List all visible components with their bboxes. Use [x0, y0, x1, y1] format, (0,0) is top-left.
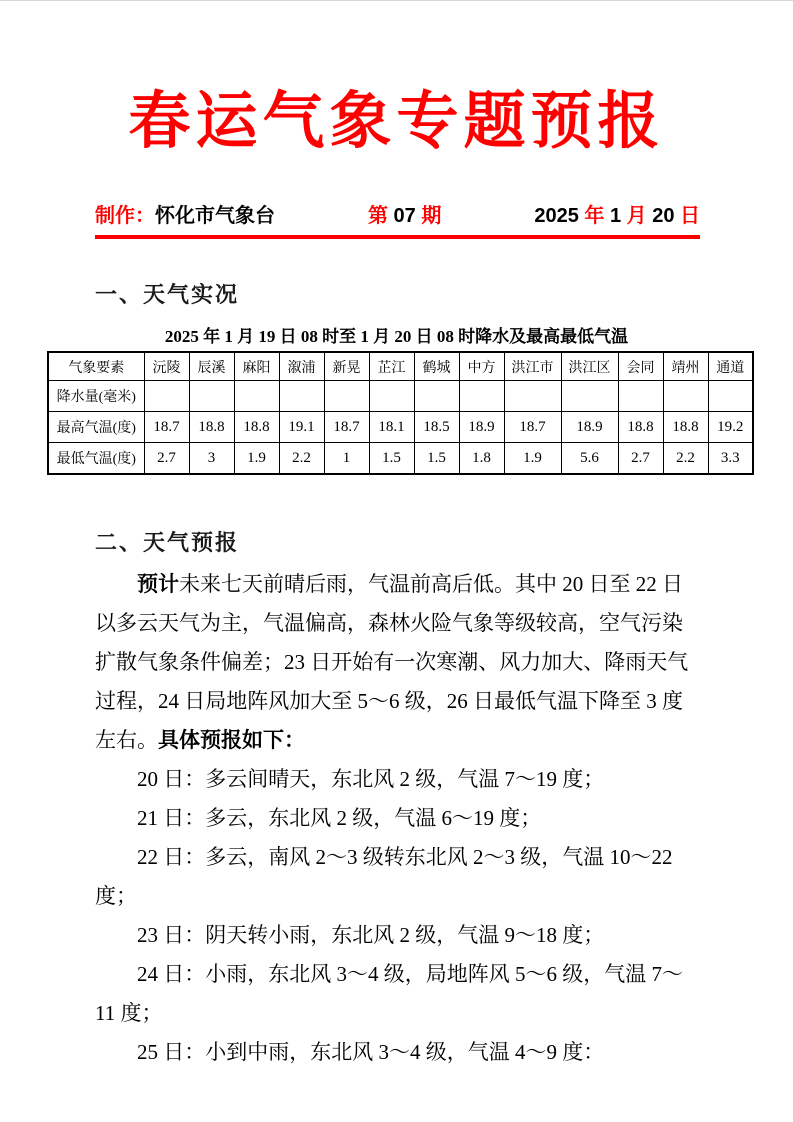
- table-cell: 3: [189, 443, 234, 475]
- table-header-cell: 气象要素: [48, 352, 144, 381]
- table-cell: [144, 381, 189, 412]
- table-cell: [459, 381, 504, 412]
- table-cell: 1.5: [414, 443, 459, 475]
- masthead-date: [534, 203, 700, 230]
- table-cell: 18.8: [189, 412, 234, 443]
- text-segment: 07: [387, 205, 422, 227]
- table-header-cell: 洪江区: [561, 352, 618, 381]
- forecast-line: [95, 721, 700, 760]
- table-cell: 18.8: [234, 412, 279, 443]
- text-segment: 左右。: [95, 728, 158, 752]
- text-segment: 扩散气象条件偏差；23 日开始有一次寒潮、风力加大、降雨天气: [95, 650, 689, 674]
- row-label-cell: 最高气温(度): [48, 412, 144, 443]
- text-segment: 20 日：多云间晴天，东北风 2 级，气温 7～19 度；: [137, 767, 605, 791]
- table-cell: 2.2: [279, 443, 324, 475]
- text-segment: 具体预报如下：: [158, 729, 305, 752]
- forecast-line: [95, 955, 700, 994]
- table-header-cell: 麻阳: [234, 352, 279, 381]
- table-cell: 18.5: [414, 412, 459, 443]
- table-cell: 18.7: [144, 412, 189, 443]
- table-cell: 18.8: [663, 412, 708, 443]
- text-segment: 未来七天前晴后雨，气温前高后低。其中 20 日至 22 日: [179, 572, 683, 596]
- table-cell: 1: [324, 443, 369, 475]
- text-segment: 过程，24 日局地阵风加大至 5～6 级，26 日最低气温下降至 3 度: [95, 689, 683, 713]
- forecast-line: [95, 877, 700, 916]
- doc-title: 春运气象专题预报: [128, 88, 665, 156]
- red-divider: [95, 235, 700, 239]
- text-segment: 月: [626, 205, 647, 227]
- forecast-line: [95, 1033, 700, 1072]
- table-cell: 1.9: [234, 443, 279, 475]
- text-segment: 以多云天气为主，气温偏高，森林火险气象等级较高，空气污染: [95, 611, 683, 635]
- table-cell: 19.1: [279, 412, 324, 443]
- table-cell: 1.9: [504, 443, 561, 475]
- row-label-cell: 降水量(毫米): [48, 381, 144, 412]
- table-cell: [324, 381, 369, 412]
- table-head: [48, 352, 753, 381]
- table-cell: [708, 381, 753, 412]
- table-cell: 2.7: [618, 443, 663, 475]
- text-segment: 25 日：小到中雨，东北风 3～4 级，气温 4～9 度：: [137, 1040, 605, 1064]
- table-cell: 18.8: [618, 412, 663, 443]
- table-header-cell: 鹤城: [414, 352, 459, 381]
- table-cell: [504, 381, 561, 412]
- text-segment: 1: [604, 205, 627, 227]
- forecast-line: [95, 760, 700, 799]
- table-row: [48, 381, 753, 412]
- text-segment: 24 日：小雨，东北风 3～4 级，局地阵风 5～6 级，气温 7～: [137, 962, 683, 986]
- weather-table: [47, 351, 754, 475]
- text-segment: 预计: [137, 573, 179, 596]
- table-cell: [234, 381, 279, 412]
- table-cell: [414, 381, 459, 412]
- section-1-heading: 一、天气实况: [95, 282, 240, 307]
- forecast-line: [95, 994, 700, 1033]
- table-header-cell: 中方: [459, 352, 504, 381]
- table-header-cell: 新晃: [324, 352, 369, 381]
- forecast-line: [95, 916, 700, 955]
- forecast-line: [95, 565, 700, 604]
- forecast-line: [95, 799, 700, 838]
- text-segment: 23 日：阴天转小雨，东北风 2 级，气温 9～18 度；: [137, 923, 605, 947]
- table-header-cell: 会同: [618, 352, 663, 381]
- table-cell: 18.7: [324, 412, 369, 443]
- table-header-row: [48, 352, 753, 381]
- table-cell: [561, 381, 618, 412]
- text-segment: 22 日：多云，南风 2～3 级转东北风 2～3 级，气温 10～22: [137, 845, 673, 869]
- masthead: [95, 203, 700, 230]
- forecast-line: [95, 682, 700, 721]
- text-segment: 度；: [95, 884, 137, 908]
- text-segment: 第: [367, 205, 388, 227]
- table-cell: [369, 381, 414, 412]
- table-cell: [189, 381, 234, 412]
- forecast-line: [95, 643, 700, 682]
- table-header-cell: 溆浦: [279, 352, 324, 381]
- forecast-line: [95, 604, 700, 643]
- table-row: [48, 443, 753, 475]
- text-segment: 11 度；: [95, 1001, 163, 1025]
- text-segment: 20: [646, 205, 680, 227]
- table-cell: 1.5: [369, 443, 414, 475]
- weather-table-title: 2025 年 1 月 19 日 08 时至 1 月 20 日 08 时降水及最高最低气温: [164, 327, 629, 346]
- table-header-cell: 沅陵: [144, 352, 189, 381]
- row-label-cell: 最低气温(度): [48, 443, 144, 475]
- table-cell: 3.3: [708, 443, 753, 475]
- masthead-producer: [95, 203, 275, 230]
- text-segment: 年: [584, 205, 605, 227]
- text-segment: 2025: [534, 205, 585, 227]
- table-cell: [279, 381, 324, 412]
- text-segment: 日: [680, 205, 700, 227]
- text-segment: 制作：: [95, 205, 155, 227]
- table-cell: 2.7: [144, 443, 189, 475]
- table-header-cell: 芷江: [369, 352, 414, 381]
- table-header-cell: 洪江市: [504, 352, 561, 381]
- forecast-line: [95, 838, 700, 877]
- table-cell: 18.9: [561, 412, 618, 443]
- table-body: [48, 381, 753, 475]
- table-header-cell: 辰溪: [189, 352, 234, 381]
- table-cell: 2.2: [663, 443, 708, 475]
- table-cell: 18.7: [504, 412, 561, 443]
- table-header-cell: 靖州: [663, 352, 708, 381]
- table-row: [48, 412, 753, 443]
- table-cell: 5.6: [561, 443, 618, 475]
- table-cell: 19.2: [708, 412, 753, 443]
- table-cell: [663, 381, 708, 412]
- text-segment: 期: [421, 205, 442, 227]
- forecast-body: [95, 565, 700, 1072]
- text-segment: 21 日：多云，东北风 2 级，气温 6～19 度；: [137, 806, 542, 830]
- table-cell: 18.9: [459, 412, 504, 443]
- text-segment: 怀化市气象台: [155, 205, 275, 227]
- table-cell: [618, 381, 663, 412]
- table-cell: 1.8: [459, 443, 504, 475]
- section-2-heading: 二、天气预报: [95, 530, 240, 555]
- table-cell: 18.1: [369, 412, 414, 443]
- masthead-issue: [368, 203, 441, 230]
- table-header-cell: 通道: [708, 352, 753, 381]
